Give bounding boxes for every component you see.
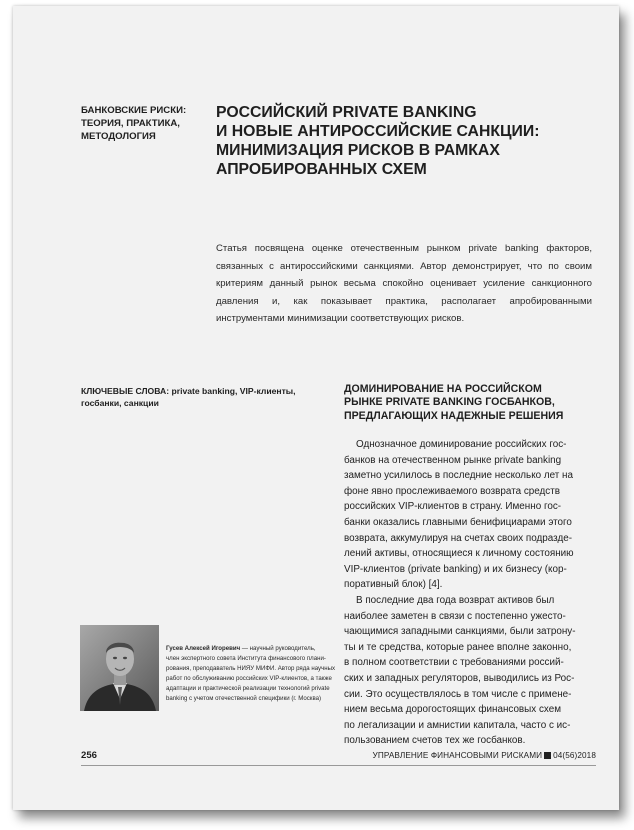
- section-heading-line: РЫНКЕ PRIVATE BANKING ГОСБАНКОВ,: [344, 396, 555, 409]
- square-separator-icon: [544, 752, 551, 759]
- body-line: ты и те средства, которые ранее вполне законно,: [344, 641, 572, 653]
- section-heading-line: ПРЕДЛАГАЮЩИХ НАДЕЖНЫЕ РЕШЕНИЯ: [344, 409, 564, 422]
- body-line: по легализации и амнистии капитала, часто с ис-: [344, 719, 571, 731]
- body-line: заметно усилилось в последние несколько лет на: [344, 470, 574, 482]
- body-line: фоне явно прослеживаемого возврата средств: [344, 485, 561, 497]
- bio-line: работ по обслуживанию российских VIP-клиентов, а также: [166, 675, 332, 683]
- bio-line: адаптации и практической реализации технологий private: [166, 685, 330, 693]
- title-line: МИНИМИЗАЦИЯ РИСКОВ В РАМКАХ: [216, 142, 500, 159]
- bio-line: рования, преподаватель НИЯУ МИФИ. Автор ряда научных: [166, 665, 336, 673]
- author-photo: [80, 625, 159, 711]
- body-line: нием весьма дорогостоящих финансовых схем: [344, 704, 562, 716]
- footer-divider: [81, 765, 596, 766]
- paragraph-1: [344, 437, 594, 593]
- body-line: наиболее заметен в связи с постепенно ужесто-: [344, 610, 566, 622]
- section-heading: [344, 383, 594, 423]
- paragraph-2: [344, 593, 594, 749]
- bio-line: — научный руководитель,: [240, 645, 316, 652]
- body-line: пользованием счетов тех же госбанков.: [344, 735, 526, 747]
- body-line: банки оказались главными бенифициарами этого: [344, 516, 572, 528]
- author-portrait-image: [80, 625, 159, 711]
- body-line: VIP-клиентов (private banking) и их бизнесу (кор-: [344, 563, 567, 575]
- rubric-line: МЕТОДОЛОГИЯ: [81, 130, 156, 142]
- bio-line: banking с учетом отечественной специфики (г. Москва): [166, 695, 322, 703]
- title-line: РОССИЙСКИЙ PRIVATE BANKING: [216, 104, 477, 121]
- title-line: И НОВЫЕ АНТИРОССИЙСКИЕ САНКЦИИ:: [216, 123, 540, 140]
- page-number: 256: [81, 750, 98, 761]
- body-line: В последние два года возврат активов был: [356, 594, 555, 606]
- author-bio: [166, 644, 338, 705]
- rubric: [81, 105, 216, 143]
- author-name: Гусев Алексей Игоревич: [166, 645, 241, 652]
- body-line: банков на отечественном рынке private banking: [344, 454, 562, 466]
- body-line: ских и западных регуляторов, выводились из Рос-: [344, 672, 575, 684]
- body-line: российских VIP-клиентов в страну. Именно гос-: [344, 501, 562, 513]
- body-line: сии. Это осуществлялось в том числе с примене-: [344, 688, 572, 700]
- body-line: поративный блок) [4].: [344, 579, 443, 591]
- rubric-line: БАНКОВСКИЕ РИСКИ:: [81, 105, 187, 116]
- body-line: Однозначное доминирование российских гос-: [356, 439, 567, 450]
- article-title: [216, 103, 596, 179]
- keywords: КЛЮЧЕВЫЕ СЛОВА: private banking, VIP-клиенты, госбанки, санкции: [81, 386, 296, 408]
- body-line: лений активы, относящиеся к личному состоянию: [344, 548, 574, 560]
- rubric-line: ТЕОРИЯ, ПРАКТИКА,: [81, 117, 180, 129]
- section-heading-line: ДОМИНИРОВАНИЕ НА РОССИЙСКОМ: [344, 383, 542, 395]
- title-line: АПРОБИРОВАННЫХ СХЕМ: [216, 161, 427, 178]
- article-body: [344, 437, 594, 749]
- body-line: возврата, аккумулируя на счетах своих подразде-: [344, 532, 572, 544]
- footer-journal: [343, 751, 596, 760]
- journal-name: УПРАВЛЕНИЕ ФИНАНСОВЫМИ РИСКАМИ: [372, 751, 543, 760]
- abstract: Статья посвящена оценке отечественным рынком private banking факторов, связанных с антироссийскими санкциями. Автор демонстрирует, что по своим критериям данный рынок весьма спокойно оценивает усиление санкционного давления и, как показывает практика, располагает апробированными инструментами минимизации соответствующих рисков.: [216, 243, 592, 325]
- journal-page: [13, 6, 619, 810]
- body-line: чающимися западными санкциями, были затрону-: [344, 626, 576, 638]
- body-line: в полном соответствии с требованиями россий-: [344, 657, 564, 669]
- bio-line: член экспертного совета Института финансового плани-: [166, 655, 326, 663]
- issue-number: 04(56)2018: [553, 751, 596, 760]
